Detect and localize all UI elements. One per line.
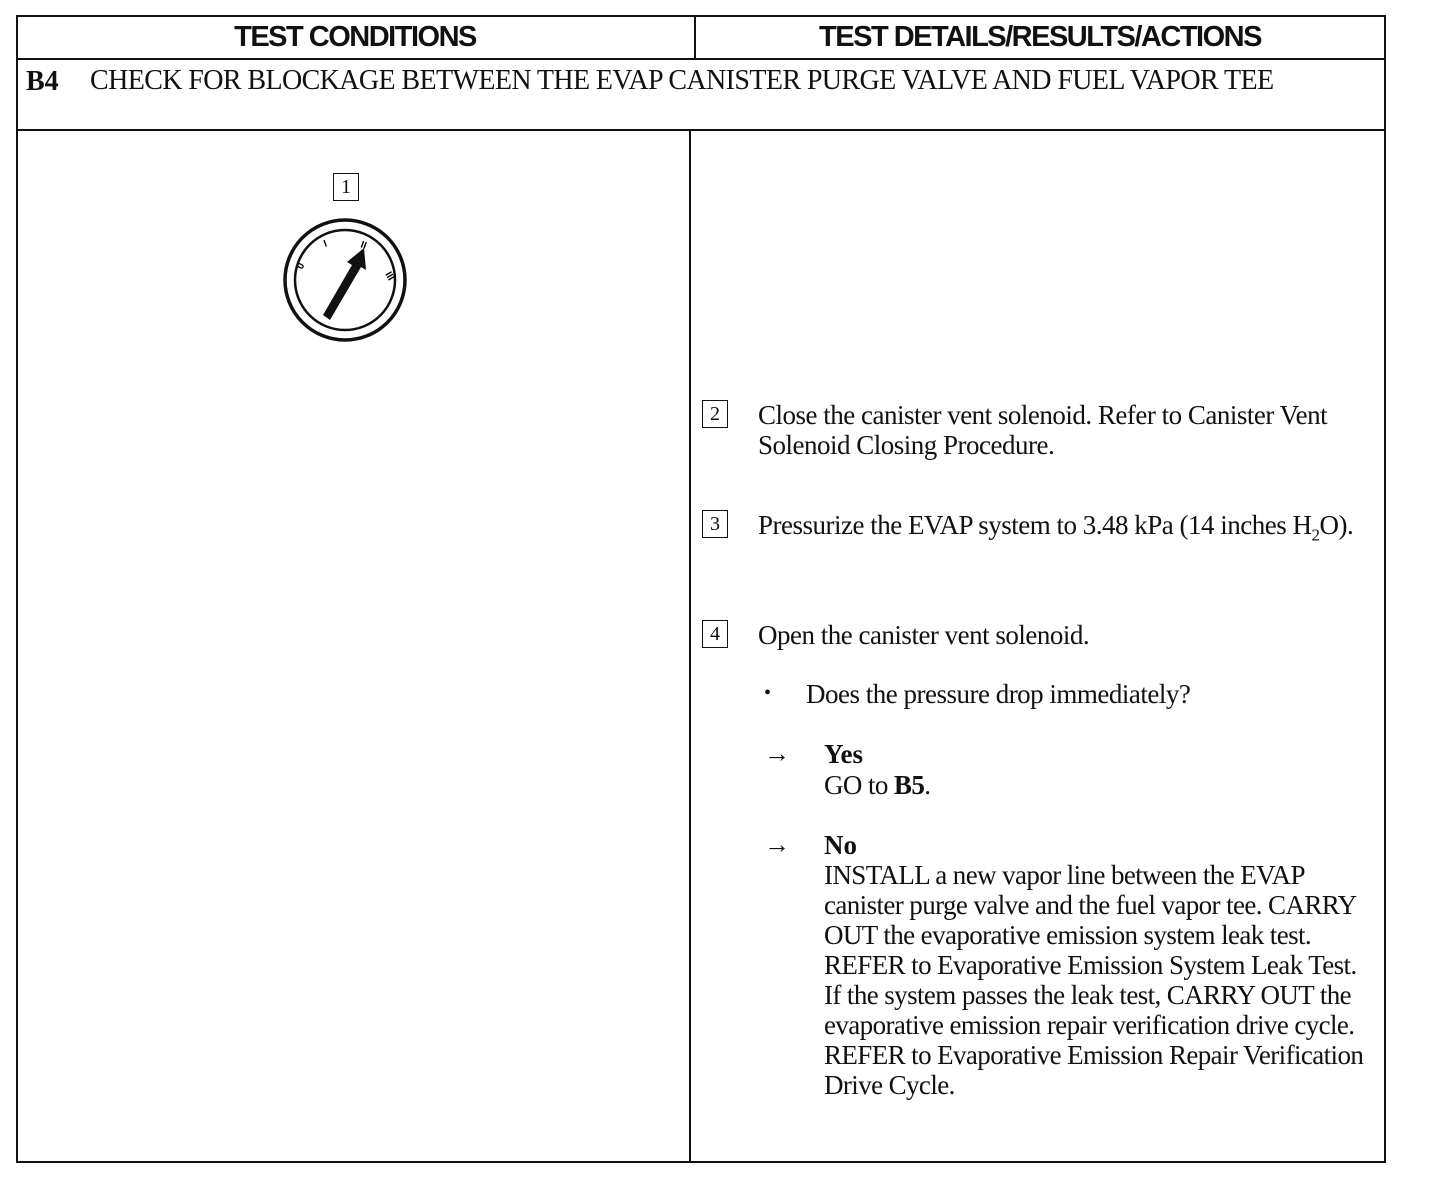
yes-action-prefix: GO to <box>824 770 894 800</box>
step-2-number: 2 <box>702 400 728 428</box>
step-3-text-main: Pressurize the EVAP system to 3.48 kPa (14 inches H <box>758 510 1312 540</box>
ignition-label-0: 0 <box>295 261 308 272</box>
step-3-number: 3 <box>702 510 728 538</box>
step-2-text: Close the canister vent solenoid. Refer to Canister Vent Solenoid Closing Procedure. <box>758 400 1328 460</box>
step-3-text <box>758 510 1378 550</box>
bullet-icon: • <box>764 682 772 704</box>
no-arrow-icon: → <box>764 830 790 859</box>
yes-action-suffix: . <box>924 770 931 800</box>
step-3-subscript: 2 <box>1311 525 1320 545</box>
step-4-text: Open the canister vent solenoid. <box>758 620 1090 650</box>
step-4-number: 4 <box>702 620 728 648</box>
step-title-row <box>18 60 1384 131</box>
ignition-switch-icon <box>282 217 408 343</box>
no-label: No <box>824 830 857 860</box>
column-divider <box>689 129 691 1161</box>
header-test-conditions: TEST CONDITIONS <box>234 21 476 53</box>
test-table <box>16 15 1386 1163</box>
header-test-details: TEST DETAILS/RESULTS/ACTIONS <box>694 17 1384 58</box>
yes-arrow-icon: → <box>764 739 790 768</box>
yes-action-target[interactable]: B5 <box>893 770 925 800</box>
step-id: B4 <box>26 66 59 97</box>
yes-label: Yes <box>824 739 863 769</box>
ignition-label-2: II <box>358 239 368 252</box>
yes-action <box>824 770 930 800</box>
table-header <box>18 17 1384 60</box>
ignition-label-1: I <box>322 238 329 250</box>
step-title: CHECK FOR BLOCKAGE BETWEEN THE EVAP CANISTER PURGE VALVE AND FUEL VAPOR TEE <box>90 65 1274 96</box>
no-action: INSTALL a new vapor line between the EVAP canister purge valve and the fuel vapor tee. CARRY OUT the evaporative emission system leak test. REFER to Evaporative Emission System Leak Test. If the system passes the leak test, CARRY OUT the evaporative emission repair verification drive cycle. REFER to Evaporative Emission Repair Verification Drive Cycle. <box>824 860 1364 1100</box>
question-text: Does the pressure drop immediately? <box>806 679 1191 709</box>
ignition-label-3: III <box>382 270 397 283</box>
step-1-number: 1 <box>333 173 359 201</box>
step-3-text-end: O). <box>1319 510 1354 540</box>
